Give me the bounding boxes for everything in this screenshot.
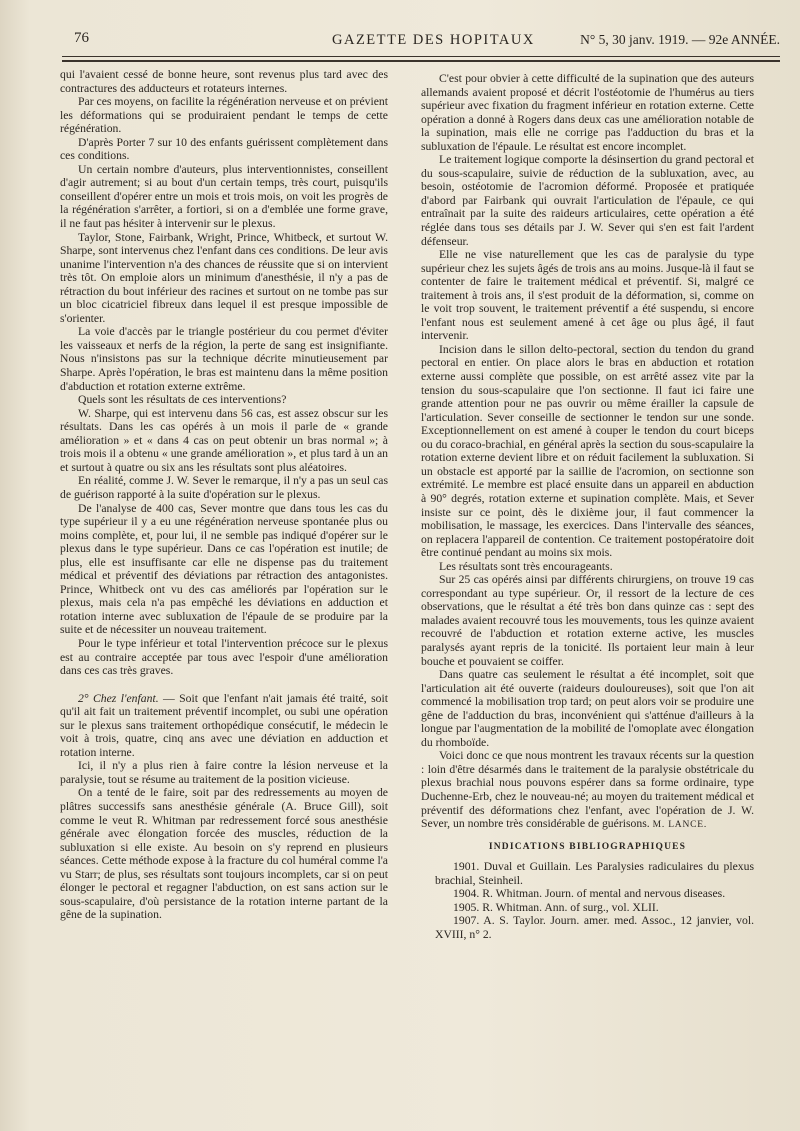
section-text: — Soit que l'enfant n'ait jamais été traité, soit qu'il ait fait un traitement préventif incomplet, ou subi une opération sur le plexus sans traitement orthopédique consécutif, le médecin le voit à trois, quatre, cinq ans avec une déviation en adduction et rotation interne. <box>60 691 388 759</box>
conclusion-text: Voici donc ce que nous montrent les travaux récents sur la question : loin d'être désarmés dans le traitement de la paralysie obstétricale du plexus brachial nous pouvons espérer dans sa forme ordinaire, type Duchenne-Erb, chez le nouveau-né; au moyen du traitement médical et préventif des déformations chez l'enfant, avec l'opération de J. W. Sever, un nombre très considérable de guérisons. <box>421 749 754 831</box>
section-heading: 2° Chez l'enfant. <box>78 691 159 705</box>
paragraph: De l'analyse de 400 cas, Sever montre que dans tous les cas du type supérieur il y a eu une régénération nerveuse spontanée plus ou moins complète, et, pour lui, il ne semble pas indiqué d'opérer sur le plexus dans le type supérieur. Dans ce cas l'opération est inutile; de plus, elle est insuffisante car elle ne dispense pas du traitement médical et préventif des déviations par rétraction des antagonistes. Prince, Whitbeck ont vu des cas améliorés par l'opération sur le plexus, mais cela n'a pas empêché les déviations en adduction et rotation interne avec subluxation de l'épaule de se produire par la suite et de nécessiter un nouveau traitement. <box>60 501 388 637</box>
paragraph: Incision dans le sillon delto-pectoral, section du tendon du grand pectoral en entier. On place alors le bras en abduction et rotation externe aussi complète que possible, on est arrêté assez vite par la tension du sous-scapulaire que l'on sectionne. Il faut ici faire une grande attention pour ne pas ouvrir ou même érailler la capsule de l'articulation. Sever conseille de sectionner le tendon sur une sonde. Exceptionnellement on est amené à couper le tendon du court biceps ou du coraco-brachial, en général après la section du sous-scapulaire la rotation externe devient libre et on réduit facilement la subluxation. Si un obstacle est apporté par la saillie de l'acromion, on sectionne son extrémité. Le membre est placé ensuite dans un appareil en abduction à 90° degrés, rotation externe et supination complète. Mais, et Sever insiste sur ce point, dès le dixième jour, il faut commencer la mobilisation, le massage, les exercices. Dans l'intervalle des séances, on replacera l'appareil de contention. Ce traitement postopératoire doit être continué pendant au moins six mois. <box>421 342 754 560</box>
journal-title: GAZETTE DES HOPITAUX <box>332 32 535 48</box>
bibliography-entry: 1905. R. Whitman. Ann. of surg., vol. XLII. <box>453 900 659 914</box>
header-rule-double <box>62 60 780 62</box>
paragraph: Un certain nombre d'auteurs, plus interventionnistes, conseillent d'agir autrement; si au bout d'un certain temps, très court, puisqu'ils conseillent d'opérer entre un mois et trois mois, on voit les progrès de la régénération s'arrêter, a fortiori, si on a d'emblée une forme grave, il ne faut pas hésiter à intervenir sur le plexus. <box>60 162 388 231</box>
paragraph: qui l'avaient cessé de bonne heure, sont revenus plus tard avec des contractures des adducteurs et rotateurs internes. <box>60 68 388 95</box>
bibliography-entry: 1901. Duval et Guillain. Les Paralysies radiculaires du plexus brachial, Steinheil. <box>435 860 754 887</box>
issue-date: N° 5, 30 janv. 1919. — 92e ANNÉE. <box>580 32 780 47</box>
paragraph: Quels sont les résultats de ces interventions? <box>78 393 287 407</box>
paragraph: Les résultats sont très encourageants. <box>439 559 613 573</box>
header-rule <box>62 56 780 57</box>
paragraph: Taylor, Stone, Fairbank, Wright, Prince, Whitbeck, et surtout W. Sharpe, sont intervenus chez l'enfant dans ces conditions. De leur avis unanime l'intervention n'a des chances de réussite que si on intervient très tôt. On emploie alors un minimum d'anesthésie, il n'y a pas de rétraction du bout inférieur des racines et surtout on ne tombe pas sur un bloc cicatriciel fibreux dans lequel il est presque impossible de s'orienter. <box>60 230 388 325</box>
paragraph: D'après Porter 7 sur 10 des enfants guérissent complètement dans ces conditions. <box>60 135 388 163</box>
paragraph: Dans quatre cas seulement le résultat a été incomplet, soit que l'articulation ait été ouverte (raideurs douloureuses), soit que l'on ait commencé la mobilisation trop tard; on peut alors voir se produire une gêne de l'adduction du bras, inconvénient qui s'atténue d'ailleurs à la longue par l'augmentation de la mobilité de l'omoplate avec élongation du rhomboïde. <box>421 668 754 749</box>
left-column <box>60 68 388 922</box>
paragraph: La voie d'accès par le triangle postérieur du cou permet d'éviter les vaisseaux et nerfs de la région, la perte de sang est insignifiante. Nous n'insistons pas sur la technique décrite minutieusement par Sharpe. Après l'opération, le bras est maintenu dans la même position d'abduction et rotation externe extrême. <box>60 325 388 393</box>
section-paragraph <box>60 692 388 760</box>
page-number: 76 <box>74 30 89 46</box>
paragraph: Par ces moyens, on facilite la régénération nerveuse et on prévient les déformations qui se produiraient pendant le temps de cette régénération. <box>60 95 388 136</box>
conclusion-paragraph <box>421 749 754 832</box>
bibliography-entry: 1907. A. S. Taylor. Journ. amer. med. Assoc., 12 janvier, vol. XVIII, n° 2. <box>435 914 754 941</box>
page-header <box>62 28 780 58</box>
paragraph: En réalité, comme J. W. Sever le remarque, il n'y a pas un seul cas de guérison rapporté à la suite d'opération sur le plexus. <box>60 474 388 501</box>
paragraph: Ici, il n'y a plus rien à faire contre la lésion nerveuse et la paralysie, tout se résume au traitement de la position vicieuse. <box>60 759 388 786</box>
bibliography-title: INDICATIONS BIBLIOGRAPHIQUES <box>488 841 687 852</box>
paragraph: On a tenté de le faire, soit par des redressements au moyen de plâtres successifs sans anesthésie générale (A. Bruce Gill), soit comme le veut R. Whitman par redressement forcé sous anesthésie générale avec élongation forcée des muscles, réduction de la subluxation si elle existe. Au besoin on s'y reprend en plusieurs séances. Cette méthode expose à la fracture du col huméral comme l'a vu Starr; de plus, ses résultats sont toujours incomplets, car si on peut élonger le pectoral et regagner l'abduction, on est sans action sur le sous-scapulaire, d'où persistance de la rotation interne partant de la gêne de la supination. <box>60 786 388 922</box>
paragraph: Sur 25 cas opérés ainsi par différents chirurgiens, on trouve 19 cas correspondant au type supérieur. Or, il ressort de la lecture de ces observations, que le résultat a été très bon dans quinze cas : sept des malades avaient recouvré tous les mouvements, tous les quinze avaient recouvré de l'abduction et rotation externe active, les muscles paralysés ayant repris de la tonicité. Ils portaient leur main à leur bouche et pouvaient se coiffer. <box>421 573 754 668</box>
author-signature: M. LANCE. <box>652 820 708 831</box>
paragraph: Le traitement logique comporte la désinsertion du grand pectoral et du sous-scapulaire, suivie de réduction de la subluxation, avec, au besoin, ostéotomie de l'acromion déformé. Proposée et pratiquée d'abord par Fairbank qui ouvrait l'articulation de l'épaule, ce qui entraînait par la suite des raideurs articulaires, cette opération a été réglée dans tous ses détails par J. W. Sever qui s'en est fait l'ardent défenseur. <box>421 153 754 248</box>
paragraph: Elle ne vise naturellement que les cas de paralysie du type supérieur chez les sujets âgés de trois ans au moins. Jusque-là il faut se contenter de faire le traitement médical et préventif. Si, malgré ce traitement à trois ans, il s'est produit de la déformation, si, comme on le voit trop souvent, le traitement préventif a été suspendu, si encore l'enfant nous est seulement amené à cet âge ou plus âgé, il faut intervenir. <box>421 248 754 343</box>
bibliography-entry: 1904. R. Whitman. Journ. of mental and nervous diseases. <box>453 887 726 901</box>
paragraph: C'est pour obvier à cette difficulté de la supination que des auteurs allemands avaient proposé et décrit l'ostéotomie de l'humérus au tiers supérieur avec fixation du fragment inférieur en rotation externe. Cette opération a donné à Rogers dans deux cas une amélioration notable de la supination, mais elle ne corrige pas l'adduction du bras et la subluxation de l'épaule. Le résultat est encore incomplet. <box>421 72 754 153</box>
paragraph: Pour le type inférieur et total l'intervention précoce sur le plexus est au contraire acceptée par tous avec l'espoir d'une amélioration dans ces cas très graves. <box>60 636 388 678</box>
paragraph: W. Sharpe, qui est intervenu dans 56 cas, est assez obscur sur les résultats. Dans les cas opérés à un mois il parle de « grande amélioration » et « dans 4 cas on peut obtenir un bras normal »; à trois mois il a obtenu « une grande amélioration », et plus tard à un an et surtout à quatre ou six ans les résultats sont plus aléatoires. <box>60 406 388 474</box>
right-column <box>421 72 754 941</box>
